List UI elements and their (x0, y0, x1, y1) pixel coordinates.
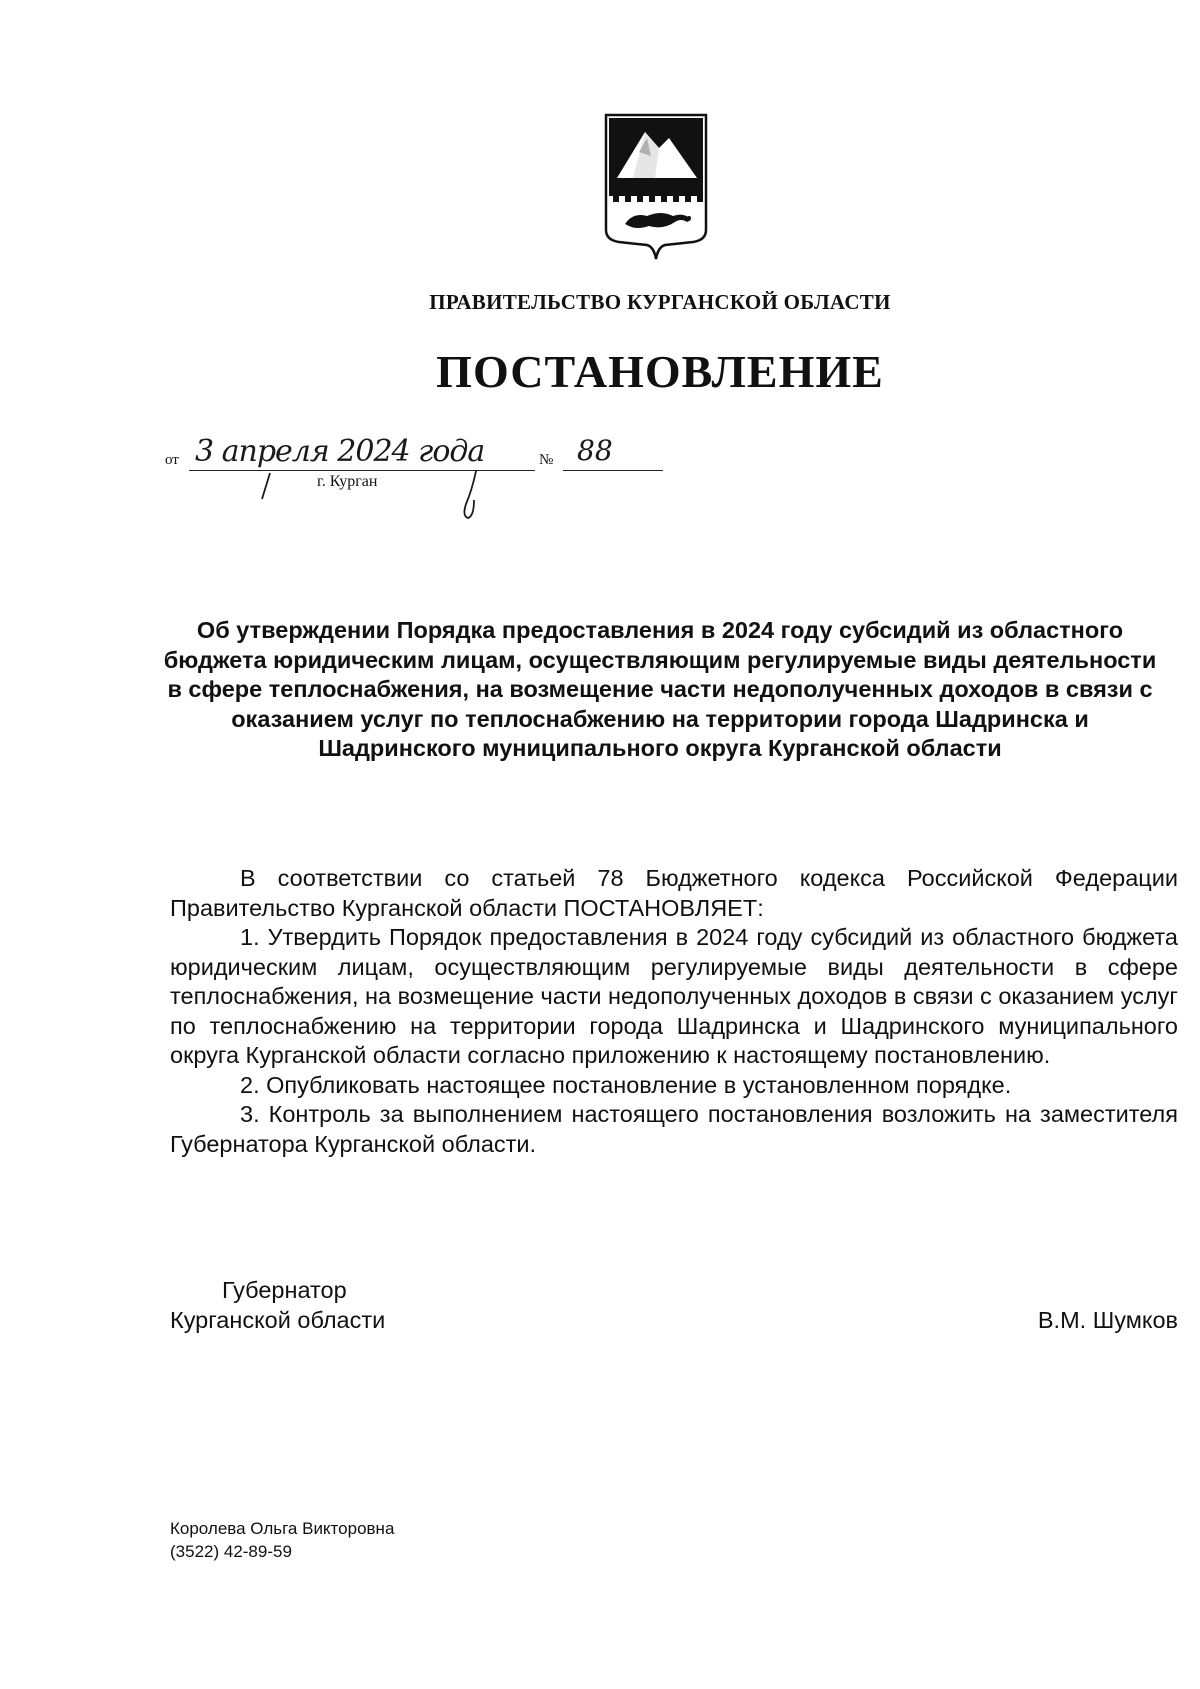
signer-position-line1: Губернатор (222, 1277, 347, 1303)
item-3-paragraph: 3. Контроль за выполнением настоящего постановления возложить на заместителя Губернатора Курганской области. (170, 1101, 1178, 1157)
date-underline (189, 470, 535, 471)
handwriting-stroke (460, 470, 480, 520)
executor-name: Королева Ольга Викторовна (170, 1519, 395, 1538)
executor-phone: (3522) 42-89-59 (170, 1542, 292, 1561)
handwriting-stroke (260, 472, 272, 500)
date-number-line (165, 434, 685, 520)
document-body (170, 864, 1178, 1159)
number-label: № (539, 452, 554, 468)
handwritten-date: 3 апреля 2024 года (195, 434, 485, 469)
date-from-label: от (165, 452, 179, 468)
item-2-paragraph: 2. Опубликовать настоящее постановление в установленном порядке. (240, 1071, 1012, 1098)
document-type-title: ПОСТАНОВЛЕНИЕ (436, 346, 884, 397)
city-label: г. Курган (317, 473, 378, 490)
document-subject: Об утверждении Порядка предоставления в 2024 году субсидий из областного бюджета юридическим лицам, осуществляющим регулируемые виды деятельности в сфере теплоснабжения, на возмещение части недополученных доходов в связи с оказанием услуг по теплоснабжению на территории города Шадринска и Шадринского муниципального округа Курганской области (163, 617, 1157, 761)
number-underline (563, 470, 663, 471)
preamble-paragraph: В соответствии со статьей 78 Бюджетного кодекса Российской Федерации Правительство Курганской области ПОСТАНОВЛЯЕТ: (170, 865, 1178, 921)
coat-of-arms-icon (603, 112, 709, 262)
signer-name: В.М. Шумков (1037, 1307, 1178, 1333)
government-title: ПРАВИТЕЛЬСТВО КУРГАНСКОЙ ОБЛАСТИ (429, 290, 891, 314)
handwritten-number: 88 (577, 434, 613, 467)
executor-block (170, 1517, 394, 1563)
signer-position-line2: Курганской области (170, 1307, 386, 1333)
item-1-paragraph: 1. Утвердить Порядок предоставления в 2024 году субсидий из областного бюджета юридическим лицам, осуществляющим регулируемые виды деятельности в сфере теплоснабжения, на возмещение части недополученных доходов в связи с оказанием услуг по теплоснабжению на территории города Шадринска и Шадринского муниципального округа Курганской области согласно приложению к настоящему постановлению. (170, 924, 1178, 1068)
